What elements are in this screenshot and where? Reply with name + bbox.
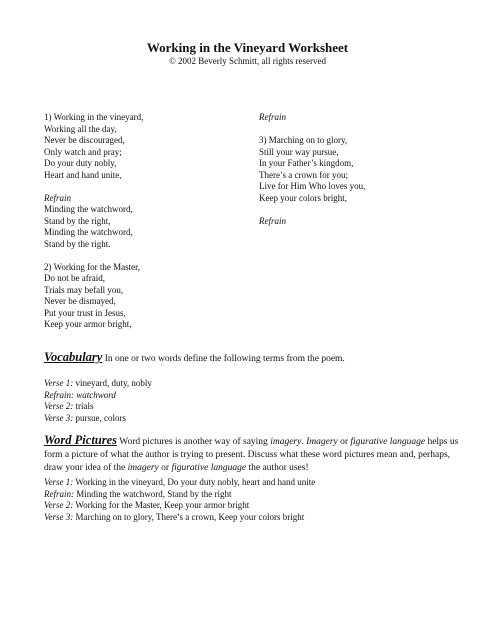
verse-line: 1) Working in the vineyard, bbox=[44, 112, 144, 122]
list-item: Refrain: Minding the watchword, Stand by the right bbox=[44, 488, 232, 499]
verse-line: Put your trust in Jesus, bbox=[44, 307, 126, 318]
verse-line: Do your duty nobly, bbox=[44, 158, 117, 168]
verse-line: Keep your armor bright, bbox=[44, 319, 132, 329]
verse-line: Only watch and pray; bbox=[44, 146, 122, 157]
verse-line: 3) Marching on to glory, bbox=[259, 135, 348, 145]
list-item: Verse 1: Working in the vineyard, Do your duty nobly, heart and hand unite bbox=[44, 477, 316, 487]
worksheet-title: Working in the Vineyard Worksheet bbox=[146, 40, 349, 55]
list-item: Verse 2: Working for the Master, Keep your armor bright bbox=[44, 500, 250, 510]
verse-line: Still your way pursue, bbox=[259, 146, 339, 157]
verse-line: Trials may befall you, bbox=[44, 284, 124, 295]
verse-line: Never be dismayed, bbox=[44, 296, 116, 306]
list-item: Verse 3: Marching on to glory, There’s a crown, Keep your colors bright bbox=[44, 511, 305, 522]
vocabulary-instruction: In one or two words define the following terms from the poem. bbox=[104, 354, 345, 364]
verse-line: 2) Working for the Master, bbox=[44, 261, 140, 272]
refrain-line: Minding the watchword, bbox=[44, 204, 133, 214]
list-item: Verse 1: vineyard, duty, nobly bbox=[44, 378, 152, 388]
list-item: Verse 2: trials bbox=[44, 401, 94, 411]
word-pictures-list bbox=[44, 477, 315, 523]
verse-line: Live for Him Who loves you, bbox=[259, 181, 366, 191]
refrain-line: Stand by the right, bbox=[44, 215, 111, 226]
verse-line: There’s a crown for you; bbox=[259, 169, 348, 180]
refrain-label: Refrain bbox=[259, 112, 286, 122]
refrain-label: Refrain bbox=[259, 215, 286, 226]
list-item: Refrain: watchword bbox=[44, 389, 116, 400]
list-item: Verse 3: pursue, colors bbox=[44, 412, 126, 423]
verse-line: Never be discouraged, bbox=[44, 135, 125, 145]
copyright-notice: © 2002 Beverly Schmitt, all rights reserved bbox=[168, 56, 327, 66]
vocabulary-section bbox=[44, 350, 345, 365]
poem-right-column bbox=[259, 112, 365, 227]
refrain-line: Stand by the right. bbox=[44, 238, 111, 249]
verse-line: Keep your colors bright, bbox=[259, 192, 347, 203]
verse-line: In your Father’s kingdom, bbox=[259, 158, 354, 168]
refrain-line: Minding the watchword, bbox=[44, 227, 133, 237]
poem-left-column bbox=[44, 112, 143, 331]
verse-line: Heart and hand unite, bbox=[44, 169, 122, 180]
verse-line: Do not be afraid, bbox=[44, 273, 105, 283]
vocabulary-list bbox=[44, 378, 152, 424]
vocabulary-heading: Vocabulary bbox=[44, 350, 103, 364]
verse-line: Working all the day, bbox=[44, 123, 117, 134]
word-pictures-heading: Word Pictures bbox=[44, 433, 118, 447]
word-pictures-section: Word Pictures Word pictures is another way of saying imagery. Imagery or figurative language helps us form a picture of what the author is trying to present. Discuss what these word pictures mean and, perhaps, draw your idea of the imagery or figurative language the author uses! bbox=[44, 433, 459, 473]
refrain-label: Refrain bbox=[44, 192, 71, 203]
